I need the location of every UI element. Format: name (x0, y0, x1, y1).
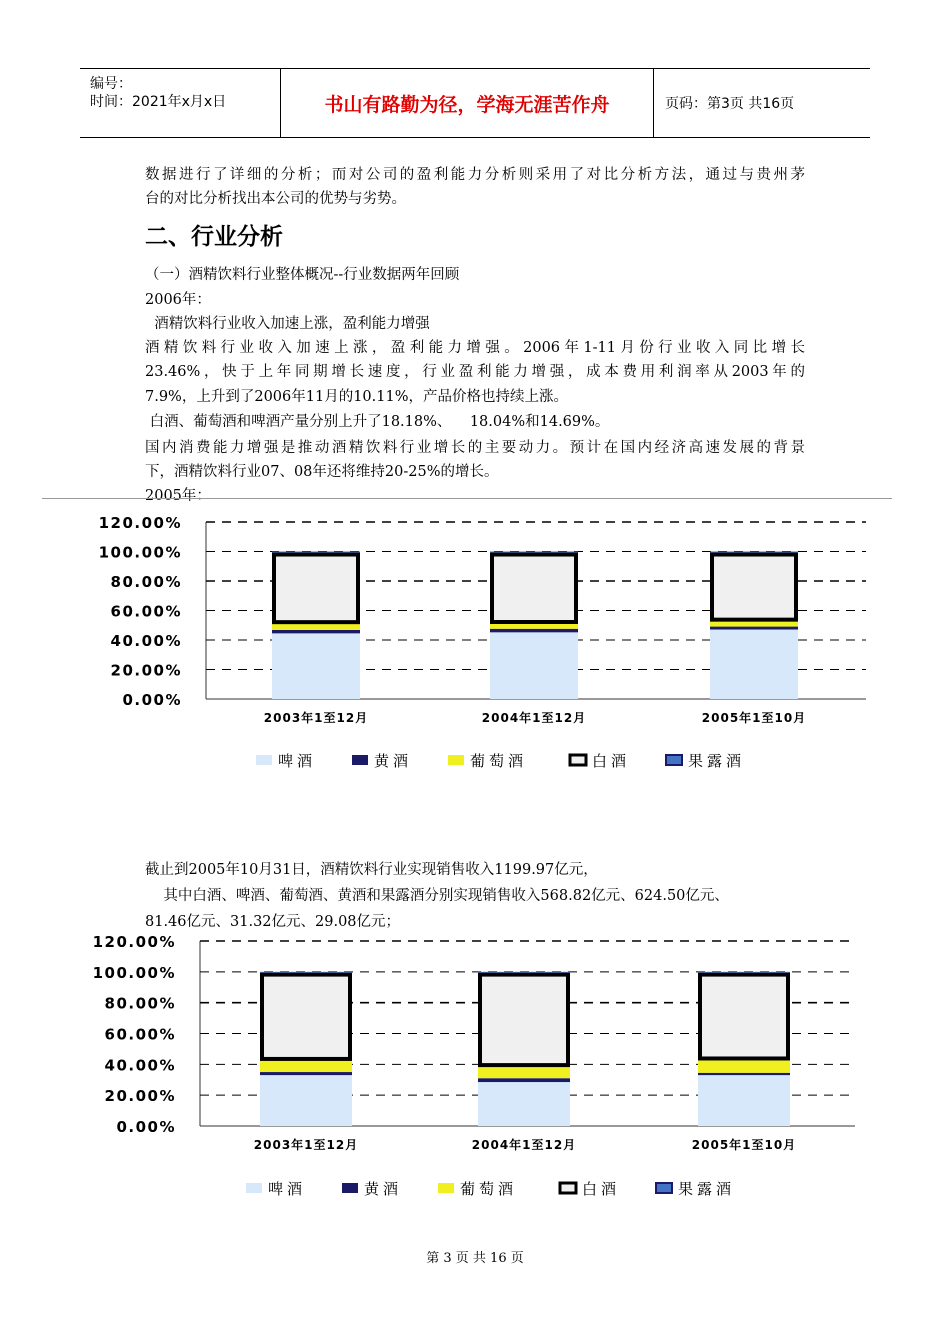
bar-segment (700, 975, 788, 1059)
legend-label: 果露酒 (688, 752, 746, 770)
legend-label: 啤酒 (278, 752, 317, 770)
year-2005-label: 2005年： (145, 488, 211, 504)
legend-label: 葡萄酒 (470, 752, 528, 770)
bar-segment (478, 972, 570, 973)
paragraph-5: 截止到2005年10月31日，酒精饮料行业实现销售收入1199.97亿元， (145, 862, 598, 878)
legend-swatch (256, 755, 272, 765)
x-tick-label: 2005年1至10月 (701, 711, 807, 725)
y-tick-label: 120.00% (98, 514, 182, 532)
stacked-bar-chart-1 (0, 505, 950, 780)
bar-segment (260, 1075, 352, 1126)
paragraph-6a: 其中白酒、啤酒、葡萄酒、黄酒和果露酒分别实现销售收入568.82亿元、624.50亿元、 (145, 888, 729, 904)
x-tick-label: 2004年1至12月 (471, 1138, 577, 1152)
bar-segment (260, 1072, 352, 1075)
legend-swatch (246, 1183, 262, 1193)
y-tick-label: 60.00% (110, 602, 182, 621)
y-tick-label: 0.00% (122, 691, 182, 709)
page-footer: 第 3 页 共 16 页 (426, 1251, 524, 1266)
intro-line-1: 数据进行了详细的分析；而对公司的盈利能力分析则采用了对比分析方法，通过与贵州茅 (145, 167, 805, 183)
bar-segment (698, 1075, 790, 1126)
paragraph-4a: 国内消费能力增强是推动酒精饮料行业增长的主要动力。预计在国内经济高速发展的背景 (145, 440, 805, 456)
paragraph-4b: 下，酒精饮料行业07、08年还将维持20-25%的增长。 (145, 464, 499, 480)
y-tick-label: 60.00% (104, 1025, 176, 1044)
legend-label: 果露酒 (678, 1180, 736, 1198)
x-tick-label: 2003年1至12月 (263, 711, 369, 725)
y-tick-label: 120.00% (92, 933, 176, 951)
legend-label: 白酒 (592, 752, 631, 770)
bar-segment (478, 1078, 570, 1082)
time-label: 时间：2021年x月x日 (90, 94, 227, 110)
bar-segment (478, 1082, 570, 1126)
legend-swatch (560, 1183, 576, 1193)
serial-label: 编号： (90, 76, 132, 92)
paragraph-3: 白酒、葡萄酒和啤酒产量分别上升了18.18%、 18.04%和14.69%。 (145, 414, 610, 430)
bar-segment (710, 627, 798, 630)
header-meta (80, 69, 281, 137)
legend-swatch (656, 1183, 672, 1193)
bar-segment (492, 555, 576, 622)
bar-segment (272, 630, 360, 633)
paragraph-6b: 81.46亿元、31.32亿元、29.08亿元； (145, 914, 401, 930)
x-tick-label: 2004年1至12月 (481, 711, 587, 725)
stacked-bar-chart-2 (0, 925, 950, 1205)
y-tick-label: 80.00% (110, 573, 182, 591)
bar-segment (710, 630, 798, 699)
bar-segment (698, 1073, 790, 1075)
legend-swatch (352, 755, 368, 765)
y-tick-label: 0.00% (116, 1118, 176, 1136)
y-tick-label: 20.00% (110, 661, 182, 680)
x-tick-label: 2003年1至12月 (253, 1138, 359, 1152)
legend-swatch (570, 755, 586, 765)
header-motto: 书山有路勤为径，学海无涯苦作舟 (281, 69, 654, 137)
y-tick-label: 100.00% (98, 543, 182, 562)
y-tick-label: 40.00% (110, 632, 182, 650)
bar-segment (698, 972, 790, 973)
paragraph-2a: 酒精饮料行业收入加速上涨，盈利能力增强。2006年1-11月份行业收入同比增长 (145, 340, 805, 356)
bar-segment (272, 633, 360, 699)
page-number-label: 页码：第3页 共16页 (665, 96, 795, 112)
bar-segment (490, 632, 578, 699)
x-tick-label: 2005年1至10月 (691, 1138, 797, 1152)
subsection-title: （一）酒精饮料行业整体概况--行业数据两年回顾 (145, 267, 460, 283)
section-title: 二、行业分析 (145, 224, 283, 250)
legend-label: 黄酒 (364, 1180, 403, 1198)
legend-label: 啤酒 (268, 1180, 307, 1198)
legend-label: 白酒 (582, 1180, 621, 1198)
legend-label: 葡萄酒 (460, 1180, 518, 1198)
paragraph-1: 酒精饮料行业收入加速上涨，盈利能力增强 (145, 316, 430, 332)
year-2006-label: 2006年： (145, 292, 211, 308)
paragraph-2c: 7.9%，上升到了2006年11月的10.11%，产品价格也持续上涨。 (145, 389, 568, 405)
legend-swatch (666, 755, 682, 765)
bar-segment (260, 972, 352, 973)
page-header (80, 68, 870, 138)
bar-segment (274, 555, 358, 623)
y-tick-label: 20.00% (104, 1087, 176, 1106)
bar-segment (490, 629, 578, 633)
y-tick-label: 100.00% (92, 963, 176, 982)
bar-segment (710, 552, 798, 553)
bar-segment (272, 552, 360, 553)
bar-segment (712, 555, 796, 620)
bar-segment (262, 975, 350, 1059)
intro-line-2: 台的对比分析找出本公司的优势与劣势。 (145, 191, 406, 207)
bar-segment (698, 1058, 790, 1072)
legend-swatch (342, 1183, 358, 1193)
y-tick-label: 80.00% (104, 994, 176, 1013)
legend-label: 黄酒 (374, 752, 413, 770)
paragraph-2b: 23.46%，快于上年同期增长速度，行业盈利能力增强，成本费用利润率从2003年的 (145, 364, 805, 380)
page-divider (42, 498, 892, 499)
legend-swatch (448, 755, 464, 765)
y-tick-label: 40.00% (104, 1056, 176, 1075)
bar-segment (490, 552, 578, 553)
bar-segment (480, 975, 568, 1065)
legend-swatch (438, 1183, 454, 1193)
